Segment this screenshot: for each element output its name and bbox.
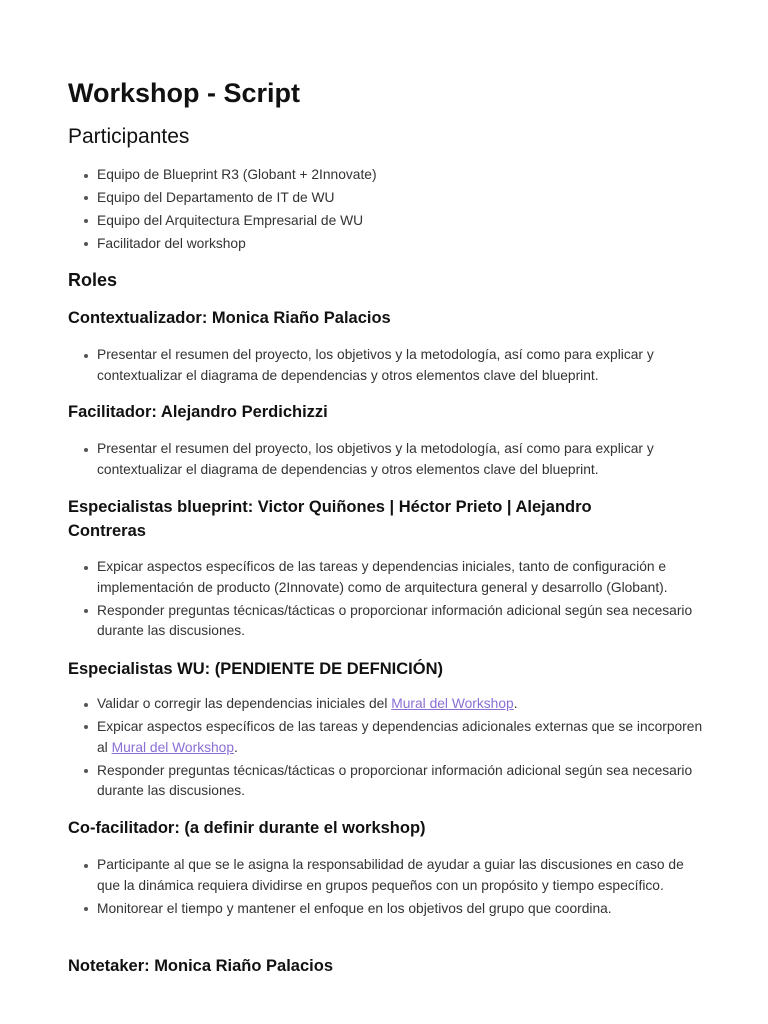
notetaker-heading: Notetaker: Monica Riaño Palacios [68, 957, 333, 975]
list-item-text: Expicar aspectos específicos de las tareas y dependencias adicionales externas que se incorporen al [97, 718, 703, 755]
participants-heading: Participantes [68, 125, 190, 148]
especialistas-wu-heading: Especialistas WU: (PENDIENTE DE DEFNICIÓN) [68, 660, 443, 678]
facilitador-list [68, 439, 708, 483]
list-item: Responder preguntas técnicas/tácticas o proporcionar información adicional según sea necesario durante las discusiones. [68, 761, 708, 802]
list-item: Equipo del Departamento de IT de WU [68, 188, 708, 209]
list-item: Participante al que se le asigna la responsabilidad de ayudar a guiar las discusiones en caso de que la dinámica requiera dividirse en grupos pequeños con un propósito y tiempo específico. [68, 855, 708, 896]
list-item-text: . [234, 739, 238, 755]
list-item: Equipo de Blueprint R3 (Globant + 2Innovate) [68, 165, 708, 186]
document-title: Workshop - Script [68, 78, 301, 108]
list-item: Presentar el resumen del proyecto, los objetivos y la metodología, así como para explicar y contextualizar el diagrama de dependencias y otros elementos clave del blueprint. [68, 439, 708, 480]
list-item: Responder preguntas técnicas/tácticas o proporcionar información adicional según sea necesario durante las discusiones. [68, 601, 708, 642]
list-item: Facilitador del workshop [68, 234, 708, 255]
list-item [68, 717, 708, 758]
list-item-text: . [513, 696, 518, 711]
especialistas-wu-list [68, 694, 708, 804]
list-item: Monitorear el tiempo y mantener el enfoque en los objetivos del grupo que coordina. [68, 899, 708, 920]
list-item: Equipo del Arquitectura Empresarial de WU [68, 211, 708, 232]
facilitador-heading: Facilitador: Alejandro Perdichizzi [68, 403, 328, 421]
mural-workshop-link[interactable]: Mural del Workshop [111, 739, 235, 755]
participants-list [68, 165, 708, 257]
especialistas-blueprint-heading: Especialistas blueprint: Victor Quiñones | Héctor Prieto | Alejandro Contreras [68, 498, 592, 540]
contextualizador-heading: Contextualizador: Monica Riaño Palacios [68, 309, 391, 327]
list-item: Presentar el resumen del proyecto, los objetivos y la metodología, así como para explicar y contextualizar el diagrama de dependencias y otros elementos clave del blueprint. [68, 345, 708, 386]
mural-workshop-link[interactable]: Mural del Workshop [391, 696, 514, 711]
cofacilitador-heading: Co-facilitador: (a definir durante el workshop) [68, 819, 426, 837]
list-item: Expicar aspectos específicos de las tareas y dependencias iniciales, tanto de configuración e implementación de producto (2Innovate) como de arquitectura general y desarrollo (Globant). [68, 557, 708, 598]
contextualizador-list [68, 345, 708, 389]
list-item [68, 694, 708, 715]
cofacilitador-list [68, 855, 708, 922]
list-item-text: Validar o corregir las dependencias iniciales del [97, 696, 392, 711]
roles-heading: Roles [68, 270, 118, 290]
especialistas-blueprint-list [68, 557, 708, 644]
